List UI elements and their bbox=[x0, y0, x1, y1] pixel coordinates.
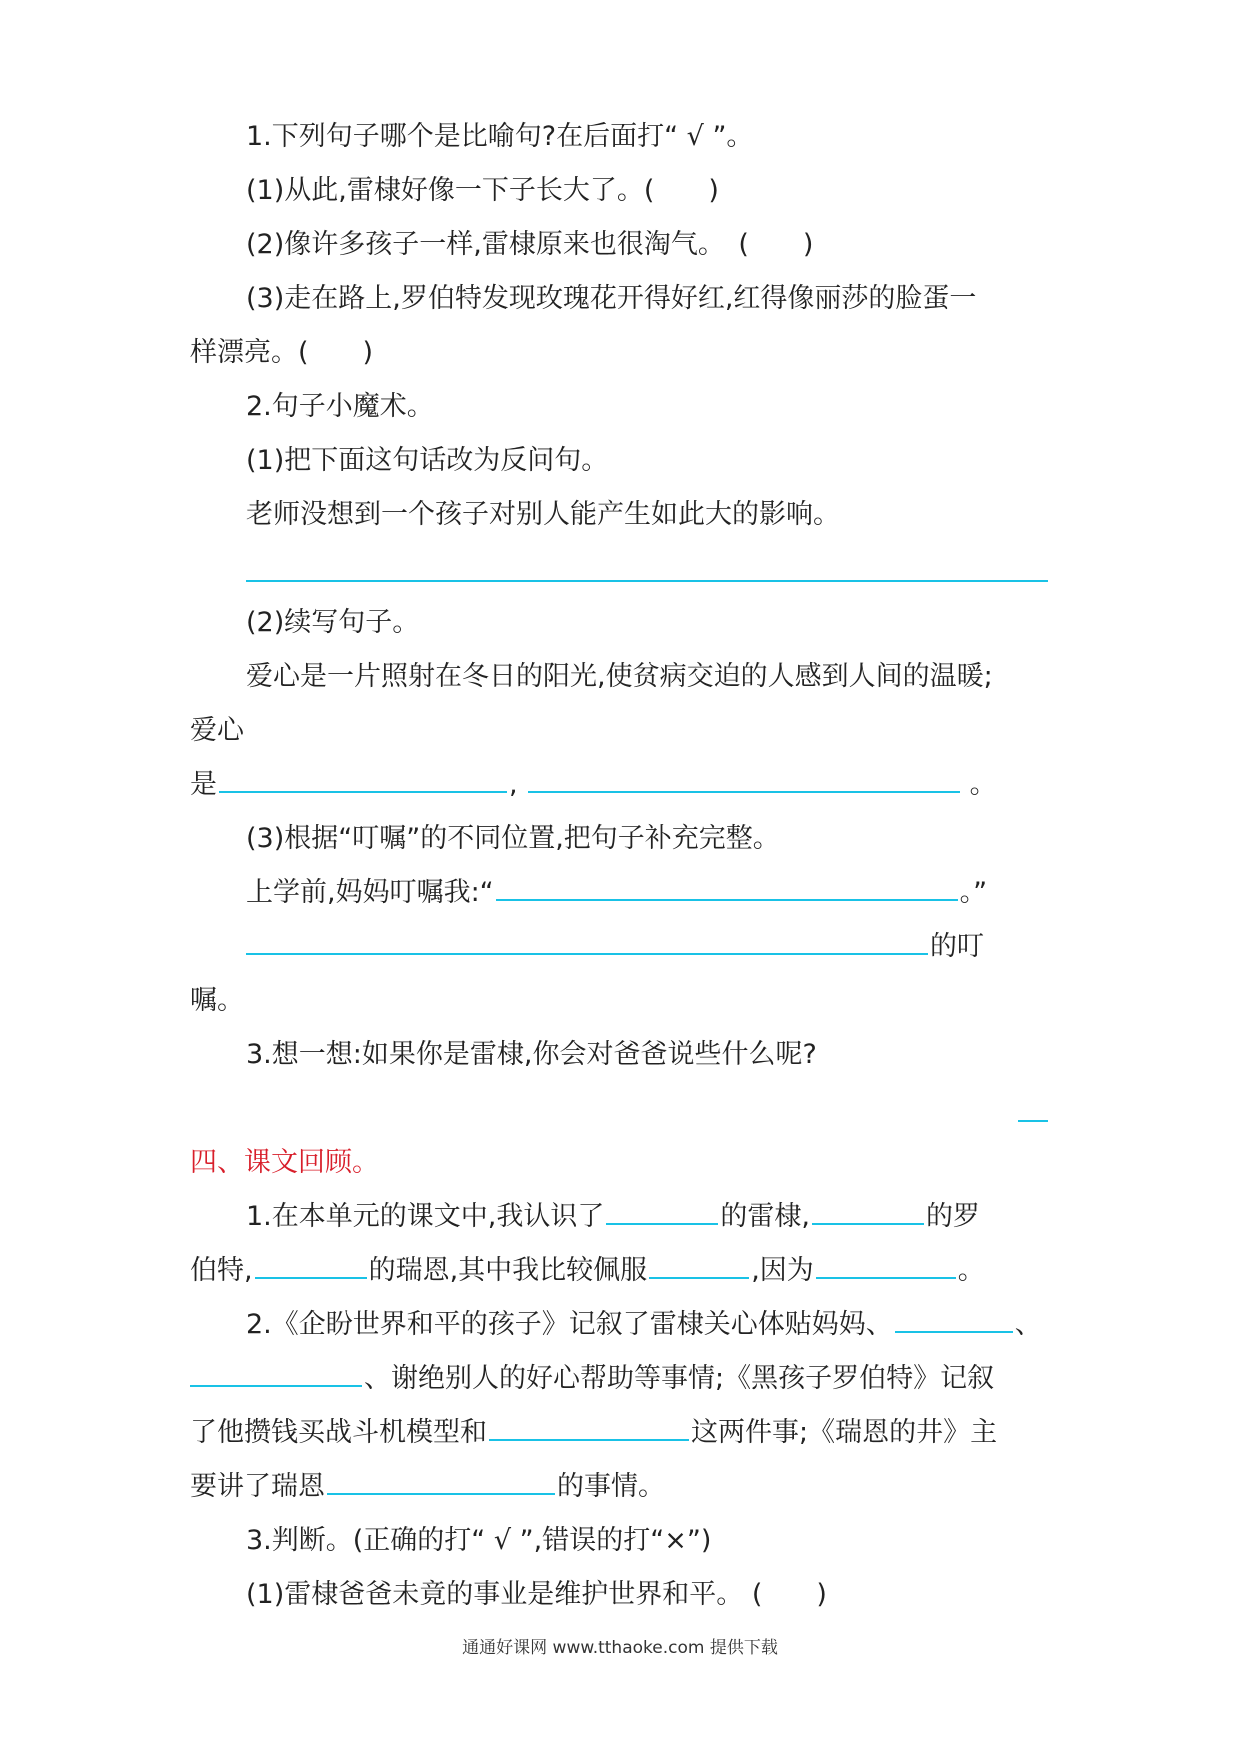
answer-blank[interactable] bbox=[528, 790, 960, 793]
s4-item2-line1 bbox=[246, 1305, 1042, 1345]
s4-item1-text-f: ,因为 bbox=[751, 1255, 814, 1286]
s4-item1-line1 bbox=[246, 1197, 980, 1237]
answer-blank[interactable] bbox=[496, 898, 958, 901]
answer-blank[interactable] bbox=[895, 1330, 1013, 1333]
answer-blank[interactable] bbox=[489, 1438, 689, 1441]
answer-blank[interactable] bbox=[190, 1384, 362, 1387]
q2-part2: (2)续写句子。 bbox=[246, 607, 420, 638]
s4-item1-text-e: 的瑞恩,其中我比较佩服 bbox=[368, 1255, 648, 1286]
answer-line-rhetorical[interactable] bbox=[246, 580, 1048, 582]
q2-part2-comma: , bbox=[509, 769, 518, 800]
q1-sentence-3b: 样漂亮。( ) bbox=[190, 337, 374, 368]
s4-item1-text-d: 伯特, bbox=[190, 1255, 253, 1286]
q1-sentence-3a: (3)走在路上,罗伯特发现玫瑰花开得好红,红得像丽莎的脸蛋一 bbox=[246, 283, 977, 314]
q2-part2-text-a: 爱心是一片照射在冬日的阳光,使贫病交迫的人感到人间的温暖; bbox=[246, 661, 993, 692]
q2-part2-prefix: 是 bbox=[190, 769, 217, 800]
answer-blank[interactable] bbox=[812, 1222, 924, 1225]
s4-item1-line2 bbox=[190, 1251, 985, 1291]
page-footer: 通通好课网 www.tthaoke.com 提供下载 bbox=[462, 1638, 778, 1658]
s4-item1-text-a: 1.在本单元的课文中,我认识了 bbox=[246, 1201, 605, 1232]
q2-part3-fill-line bbox=[246, 873, 987, 913]
q1-sentence-2: (2)像许多孩子一样,雷棣原来也很淘气。 ( ) bbox=[246, 229, 814, 260]
q2-part3-line3: 嘱。 bbox=[190, 985, 244, 1016]
q2-part2-text-b: 爱心 bbox=[190, 715, 244, 746]
s4-item2-text-g: 的事情。 bbox=[557, 1471, 665, 1502]
q3-title: 3.想一想:如果你是雷棣,你会对爸爸说些什么呢? bbox=[246, 1039, 817, 1070]
q2-part3-suffix: 。” bbox=[959, 877, 988, 908]
s4-item1-text-g: 。 bbox=[957, 1255, 985, 1286]
answer-blank[interactable] bbox=[219, 790, 507, 793]
q2-part2-fill-line bbox=[190, 765, 997, 805]
answer-blank[interactable] bbox=[816, 1276, 956, 1279]
s4-item2-line2 bbox=[190, 1359, 994, 1399]
s4-item3-1: (1)雷棣爸爸未竟的事业是维护世界和平。 ( ) bbox=[246, 1579, 827, 1610]
q2-title: 2.句子小魔术。 bbox=[246, 391, 434, 422]
s4-item2-text-e: 这两件事;《瑞恩的井》主 bbox=[691, 1417, 998, 1448]
q2-part3: (3)根据“叮嘱”的不同位置,把句子补充完整。 bbox=[246, 823, 780, 854]
s4-item1-text-c: 的罗 bbox=[925, 1201, 980, 1232]
answer-line-short[interactable] bbox=[1018, 1120, 1048, 1122]
q2-part3-prefix: 上学前,妈妈叮嘱我:“ bbox=[246, 877, 494, 908]
q2-part3-fill-line-2 bbox=[246, 927, 984, 967]
q2-part2-end: 。 bbox=[969, 769, 997, 800]
s4-item3: 3.判断。(正确的打“ √ ”,错误的打“×”) bbox=[246, 1525, 712, 1556]
q2-part3-line2-end: 的叮 bbox=[930, 931, 984, 962]
s4-item1-text-b: 的雷棣, bbox=[720, 1201, 810, 1232]
answer-blank[interactable] bbox=[246, 952, 928, 955]
q2-part1-text: 老师没想到一个孩子对别人能产生如此大的影响。 bbox=[246, 499, 840, 530]
q1-title: 1.下列句子哪个是比喻句?在后面打“ √ ”。 bbox=[246, 121, 754, 152]
s4-item2-line3 bbox=[190, 1413, 997, 1453]
q2-part1: (1)把下面这句话改为反问句。 bbox=[246, 445, 609, 476]
s4-item2-line4 bbox=[190, 1467, 665, 1507]
s4-item2-text-a: 2.《企盼世界和平的孩子》记叙了雷棣关心体贴妈妈、 bbox=[246, 1309, 893, 1340]
answer-blank[interactable] bbox=[649, 1276, 749, 1279]
s4-item2-text-f: 要讲了瑞恩 bbox=[190, 1471, 325, 1502]
s4-item2-text-d: 了他攒钱买战斗机模型和 bbox=[190, 1417, 487, 1448]
section4-heading: 四、课文回顾。 bbox=[190, 1147, 379, 1178]
q1-sentence-1: (1)从此,雷棣好像一下子长大了。( ) bbox=[246, 175, 719, 206]
s4-item2-text-b: 、 bbox=[1014, 1309, 1042, 1340]
answer-blank[interactable] bbox=[255, 1276, 367, 1279]
answer-blank[interactable] bbox=[327, 1492, 555, 1495]
s4-item2-text-c: 、谢绝别人的好心帮助等事情;《黑孩子罗伯特》记叙 bbox=[364, 1363, 995, 1394]
answer-blank[interactable] bbox=[606, 1222, 718, 1225]
